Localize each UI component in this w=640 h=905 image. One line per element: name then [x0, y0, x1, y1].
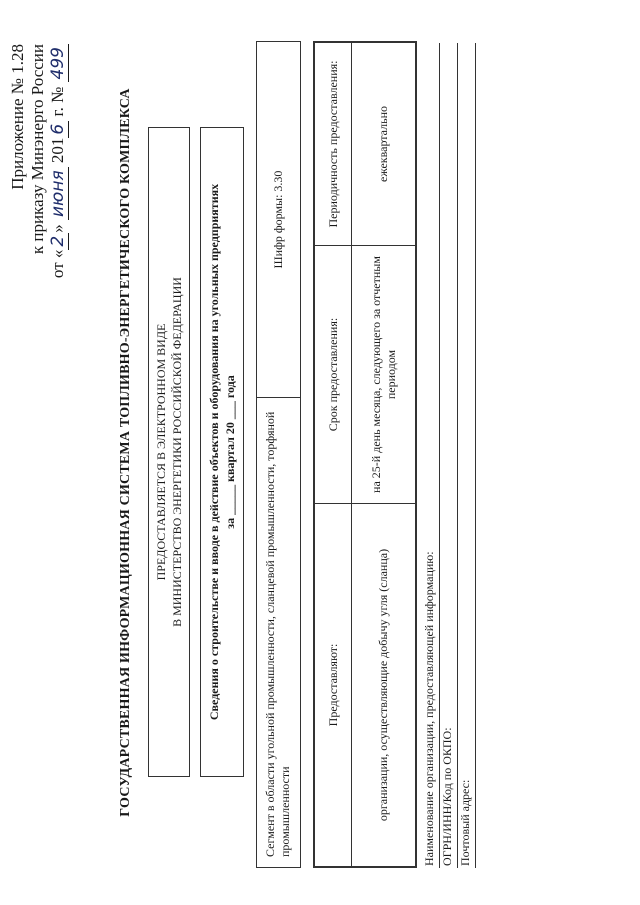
org-ogrn-field: ОГРН/ИНН/Код по ОКПО: — [440, 43, 458, 868]
date-mid: » — [48, 224, 67, 233]
report-info-box — [200, 127, 244, 777]
org-name-field: Наименование организации, предоставляющей информацию: — [422, 43, 440, 868]
appendix-block — [8, 44, 69, 278]
table-row — [352, 43, 416, 867]
cell-providers: организации, осуществляющие добычу угля (сланца) — [352, 504, 416, 867]
appendix-line3 — [48, 44, 69, 278]
header-providers: Предоставляют: — [315, 504, 352, 867]
day-handwritten: 2 — [48, 233, 69, 250]
header-deadline: Срок предоставления: — [315, 246, 352, 504]
submission-line2: В МИНИСТЕРСТВО ЭНЕРГЕТИКИ РОССИЙСКОЙ ФЕДЕРАЦИИ — [170, 277, 184, 627]
date-prefix: от « — [48, 249, 67, 279]
month-handwritten: июня — [48, 167, 69, 220]
appendix-line2: к приказу Минэнерго России — [28, 44, 47, 255]
report-period: за _____ квартал 20 ___ года — [223, 375, 237, 529]
document-title: ГОСУДАРСТВЕННАЯ ИНФОРМАЦИОННАЯ СИСТЕМА ТОПЛИВНО-ЭНЕРГЕТИЧЕСКОГО КОМПЛЕКСА — [118, 88, 133, 817]
table-header-row — [315, 43, 352, 867]
order-number-handwritten: 499 — [48, 44, 69, 82]
submission-table — [313, 41, 417, 868]
form-code: Шифр формы: 3.30 — [271, 170, 285, 269]
submission-line1: ПРЕДОСТАВЛЯЕТСЯ В ЭЛЕКТРОННОМ ВИДЕ — [154, 323, 168, 581]
cell-deadline: на 25-й день месяца, следующего за отчетным периодом — [352, 246, 416, 504]
org-address-field: Почтовый адрес: — [458, 43, 476, 868]
segment-text: Сегмент в области угольной промышленности, сланцевой промышленности, торфяной промышленности — [257, 397, 300, 867]
cell-periodicity: ежеквартально — [352, 43, 416, 246]
report-title: Сведения о строительстве и вводе в действие объектов и оборудования на угольных предприятиях — [207, 183, 221, 721]
header-periodicity: Периодичность предоставления: — [315, 43, 352, 246]
year-prefix: 201 — [48, 137, 67, 164]
organization-fields — [422, 43, 476, 868]
number-label: г. № — [48, 86, 67, 117]
segment-box — [256, 41, 301, 868]
submission-box — [148, 127, 190, 777]
divider — [416, 43, 417, 868]
year-digit-handwritten: 6 — [48, 121, 69, 138]
appendix-line1: Приложение № 1.28 — [8, 44, 27, 190]
